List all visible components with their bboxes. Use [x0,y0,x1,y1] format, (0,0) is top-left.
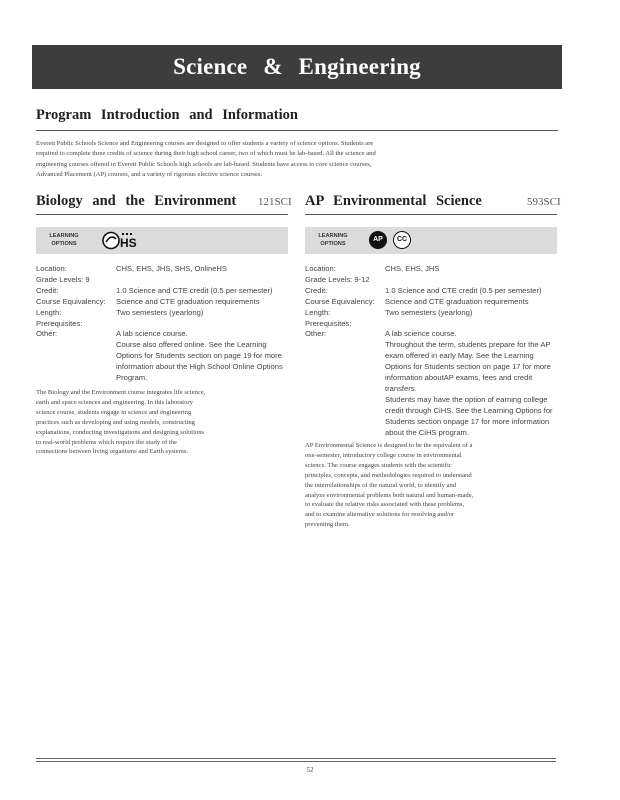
online-hs-icon-text: HS [120,236,137,250]
other-value [385,329,557,438]
course-title-ap-environmental: AP Environmental Science [305,193,482,209]
credit-value: 1.0 Science and CTE credit (0.5 per semester) [385,285,542,295]
online-hs-icon [102,230,142,251]
location-label: Location: [305,264,336,273]
prerequisites-label: Prerequisites: [305,318,352,328]
course-details-biology [36,264,288,384]
length-value: Two semesters (yearlong) [116,307,204,317]
intro-heading: Program Introduction and Information [36,107,298,123]
page-number: 52 [306,766,314,774]
course-description-ap-environmental: AP Environmental Science is designed to be the equivalent of a one-semester, introductory college course in environmental science. The course engages students with the scientific principles, concepts, and methodologies required to understand the interrelationships of the natural world, to identify and analyze environmental problems both natural and human-made, to evaluate the relative risks associated with these problems, and to examine alternative solutions for resolving and/or preventing them. [305,442,474,529]
other-value [116,329,288,384]
length-label: Length: [305,307,331,317]
credit-label: Credit: [305,285,328,295]
course-details-ap-environmental [305,264,557,439]
course-description-biology: The Biology and the Environment course integrates life science, earth and space sciences and engineering. In this laboratory science course, students engage in science and engineering practices such as developing and using models, constructing explanations, conducting investigations and designing solutions to real-world problems which require the study of the connections between living organisms and Earth systems. [36,389,206,456]
length-value: Two semesters (yearlong) [385,307,473,317]
course-title-biology: Biology and the Environment [36,193,237,209]
equivalency-value: Science and CTE graduation requirements [385,296,529,306]
ap-icon: AP [369,231,387,249]
other-line: Students may have the option of earning college credit through CiHS. See the Learning Options for Students section onpage 17 for more information about the CiHS program. [385,394,553,437]
other-line: Course also offered online. See the Learning Options for Students section on page 19 for more information about the High School Online Options Program. [116,340,283,383]
grade-levels-label: Grade Levels: 9-12 [305,274,370,284]
learning-options-bar-biology [36,227,288,254]
credit-label: Credit: [36,285,59,295]
intro-paragraph: Everett Public Schools Science and Engineering courses are designed to offer students a variety of science options. Students are required to complete three credits of science during their high school career, two of which must be lab-based. All the science and engineering courses offered in Everett Public Schools high schools are lab-based. Students have access to core science courses, Advanced Placement (AP) courses, and a variety of rigorous elective science courses. [36,140,376,179]
learning-options-bar-ap-environmental [305,227,557,254]
college-credit-icon: CC [393,231,411,249]
learning-options-label: LEARNING OPTIONS [49,233,79,247]
course-code-biology: 121SCI [258,196,292,208]
course-divider-biology [36,214,288,215]
length-label: Length: [36,307,62,317]
course-code-ap-environmental: 593SCI [527,196,561,208]
prerequisites-label: Prerequisites: [36,318,83,328]
section-title: Science & Engineering [173,54,421,79]
section-banner [32,45,562,89]
location-value: CHS, EHS, JHS [385,264,440,273]
other-line: A lab science course. [116,329,188,339]
equivalency-label: Course Equivalency: [305,296,375,306]
intro-divider [36,130,558,131]
credit-value: 1.0 Science and CTE credit (0.5 per semester) [116,285,273,295]
location-label: Location: [36,264,67,273]
location-value: CHS, EHS, JHS, SHS, OnlineHS [116,264,227,273]
equivalency-value: Science and CTE graduation requirements [116,296,260,306]
other-label: Other: [305,329,327,339]
other-label: Other: [36,329,58,339]
other-line: Throughout the term, students prepare for the AP exam offered in early May. See the Learning Options for Students section on page 17 for more information aboutAP exams, fees and credit transfers. [385,340,551,393]
grade-levels-label: Grade Levels: 9 [36,274,90,284]
footer-divider-bottom [36,761,556,762]
footer-divider-top [36,758,556,759]
learning-options-label: LEARNING OPTIONS [318,233,348,247]
equivalency-label: Course Equivalency: [36,296,106,306]
other-line: A lab science course. [385,329,457,339]
course-divider-ap-environmental [305,214,557,215]
